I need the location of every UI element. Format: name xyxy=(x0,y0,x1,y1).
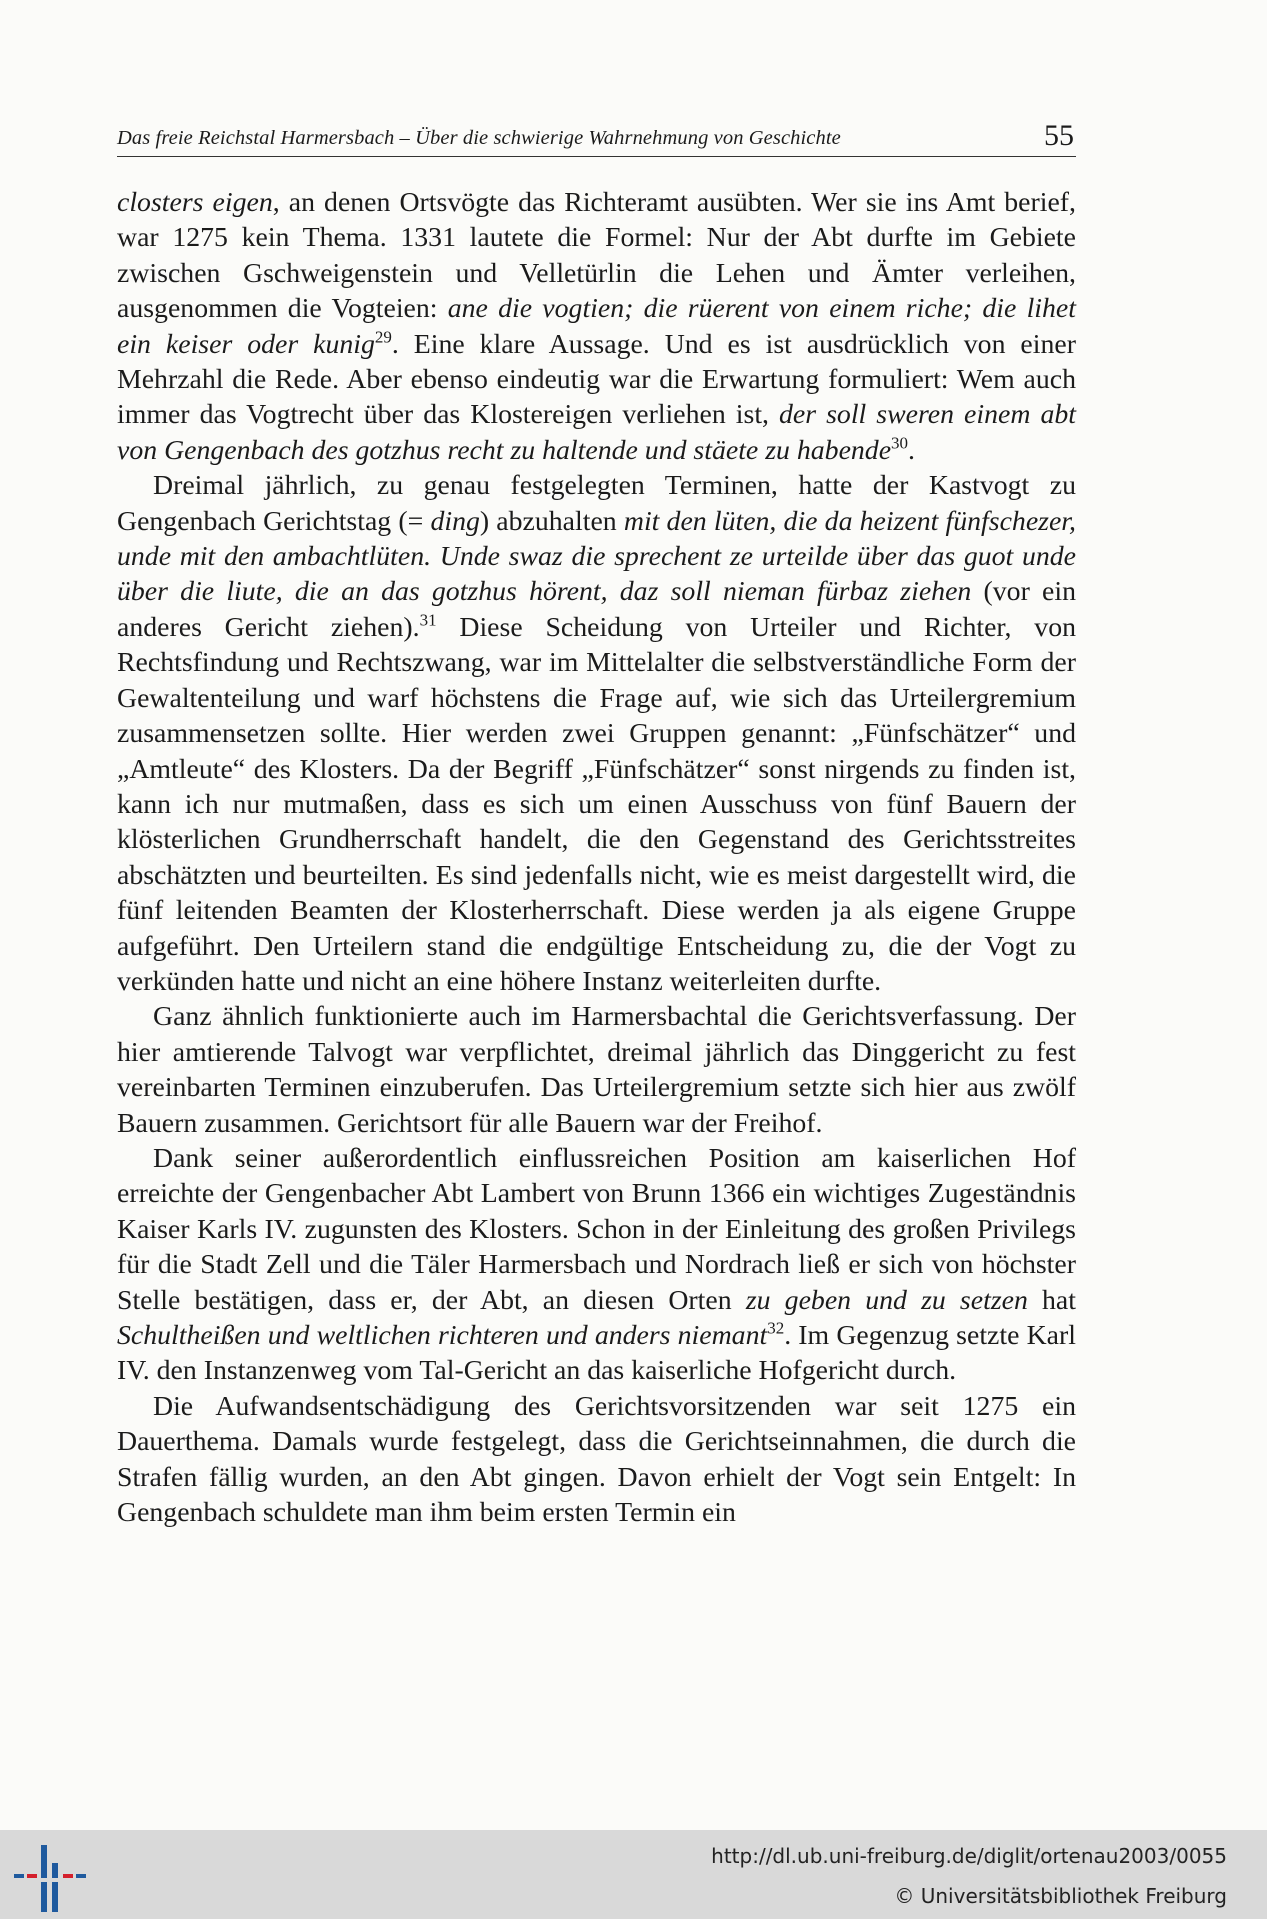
running-title: Das freie Reichstal Harmersbach – Über die schwierige Wahrnehmung von Geschichte xyxy=(117,127,841,149)
quoted-source-text: ding xyxy=(430,505,480,537)
page-number: 55 xyxy=(1044,119,1074,152)
paragraph: closters eigen, an denen Ortsvögte das Richteramt ausübten. Wer sie ins Amt berief, war 1275 kein Thema. 1331 lautete die Formel: Nur der Abt durfte im Gebiete zwischen Gschweigenstein und Velletürlin die Lehen und Ämter verleihen, ausgenommen die Vogteien: ane die vogtien; die rüerent von einem riche; die lihet ein keiser oder kunig$^{29}$. Eine klare Aussage. Und es ist ausdrücklich von einer Mehrzahl die Rede. Aber ebenso eindeutig war die Erwartung formuliert: Wem auch immer das Vogtrecht über das Klostereigen verliehen ist, der soll sweren einem abt von Gengenbach des gotzhus recht zu haltende und stäete zu habende$^{30}$. xyxy=(117,187,1076,466)
paragraph: Ganz ähnlich funktionierte auch im Harmersbachtal die Gerichtsverfassung. Der hier amtierende Talvogt war verpflichtet, dreimal jährlich das Dinggericht zu fest vereinbarten Terminen einzuberufen. Das Urteilergremium setzte sich hier aus zwölf Bauern zusammen. Gerichtsort für alle Bauern war der Freihof. xyxy=(117,1001,1076,1139)
footnote-marker: 32 xyxy=(767,1318,785,1338)
quoted-source-text: zu geben und zu setzen xyxy=(745,1284,1028,1316)
body-text xyxy=(117,185,1076,1530)
footnote-marker: 30 xyxy=(891,433,909,453)
permalink-url[interactable]: http://dl.ub.uni-freiburg.de/diglit/ortenau2003/0055 xyxy=(711,1844,1227,1868)
quoted-source-text: der soll sweren einem abt von Gengenbach des gotzhus recht zu haltende und stäete zu habende xyxy=(117,399,1076,466)
running-header xyxy=(117,118,1076,157)
footnote-marker: 29 xyxy=(374,327,392,347)
ub-freiburg-logo-icon xyxy=(14,1837,86,1913)
quoted-source-text: closters eigen xyxy=(117,187,273,218)
copyright-notice: © Universitätsbibliothek Freiburg xyxy=(894,1884,1227,1908)
quoted-source-text: ane die vogtien; die rüerent von einem riche; die lihet ein keiser oder kunig xyxy=(117,293,1076,360)
footnote-marker: 31 xyxy=(419,610,437,630)
quoted-source-text: Schultheißen und weltlichen richteren und anders niemant xyxy=(117,1320,768,1351)
paragraph: Dreimal jährlich, zu genau festgelegten Terminen, hatte der Kastvogt zu Gengenbach Gerichtstag (= ding) abzuhalten mit den lüten, die da heizent fünfschezer, unde mit den ambachtlüten. Unde swaz die sprechent ze urteilde über das guot unde über die liute, die an das gotzhus hörent, daz soll nieman fürbaz ziehen (vor ein anderes Gericht ziehen).$^{31}$ Diese Scheidung von Urteiler und Richter, von Rechtsfindung und Rechtszwang, war im Mittelalter die selbstverständliche Form der Gewaltenteilung und warf höchstens die Frage auf, wie sich das Urteilergremium zusammensetzen sollte. Hier werden zwei Gruppen genannt: „Fünfschätzer“ und „Amtleute“ des Klosters. Da der Begriff „Fünfschätzer“ sonst nirgends zu finden ist, kann ich nur mutmaßen, dass es sich um einen Ausschuss von fünf Bauern der klösterlichen Grundherrschaft handelt, die den Gegenstand des Gerichtsstreites abschätzten und beurteilten. Es sind jedenfalls nicht, wie es meist dargestellt wird, die fünf leitenden Beamten der Klosterherrschaft. Diese werden ja als eigene Gruppe aufgeführt. Den Urteilern stand die endgültige Entscheidung zu, die der Vogt zu verkünden hatte und nicht an eine höhere Instanz weiterleiten durfte. xyxy=(117,470,1077,997)
paragraph: Die Aufwandsentschädigung des Gerichtsvorsitzenden war seit 1275 ein Dauerthema. Damals wurde festgelegt, dass die Gerichtseinnahmen, die durch die Strafen fällig wurden, an den Abt gingen. Davon erhielt der Vogt sein Entgelt: In Gengenbach schuldete man ihm beim ersten Termin ein xyxy=(117,1390,1076,1529)
quoted-source-text: mit den lüten, die da heizent fünfschezer, unde mit den ambachtlüten. Unde swaz die sprechent ze urteilde über das guot unde über die liute, die an das gotzhus hörent, daz soll nieman fürbaz ziehen xyxy=(117,505,1076,608)
paragraph: Dank seiner außerordentlich einflussreichen Position am kaiserlichen Hof erreichte der Gengenbacher Abt Lambert von Brunn 1366 ein wichtiges Zugeständnis Kaiser Karls IV. zugunsten des Klosters. Schon in der Einleitung des großen Privilegs für die Stadt Zell und die Täler Harmersbach und Nordrach ließ er sich von höchster Stelle bestätigen, dass er, der Abt, an diesen Orten zu geben und zu setzen hat Schultheißen und weltlichen richteren und anders niemant$^{32}$. Im Gegenzug setzte Karl IV. den Instanzenweg vom Tal-Gericht an das kaiserliche Hofgericht durch. xyxy=(117,1142,1076,1387)
viewer-footer xyxy=(0,1830,1267,1919)
